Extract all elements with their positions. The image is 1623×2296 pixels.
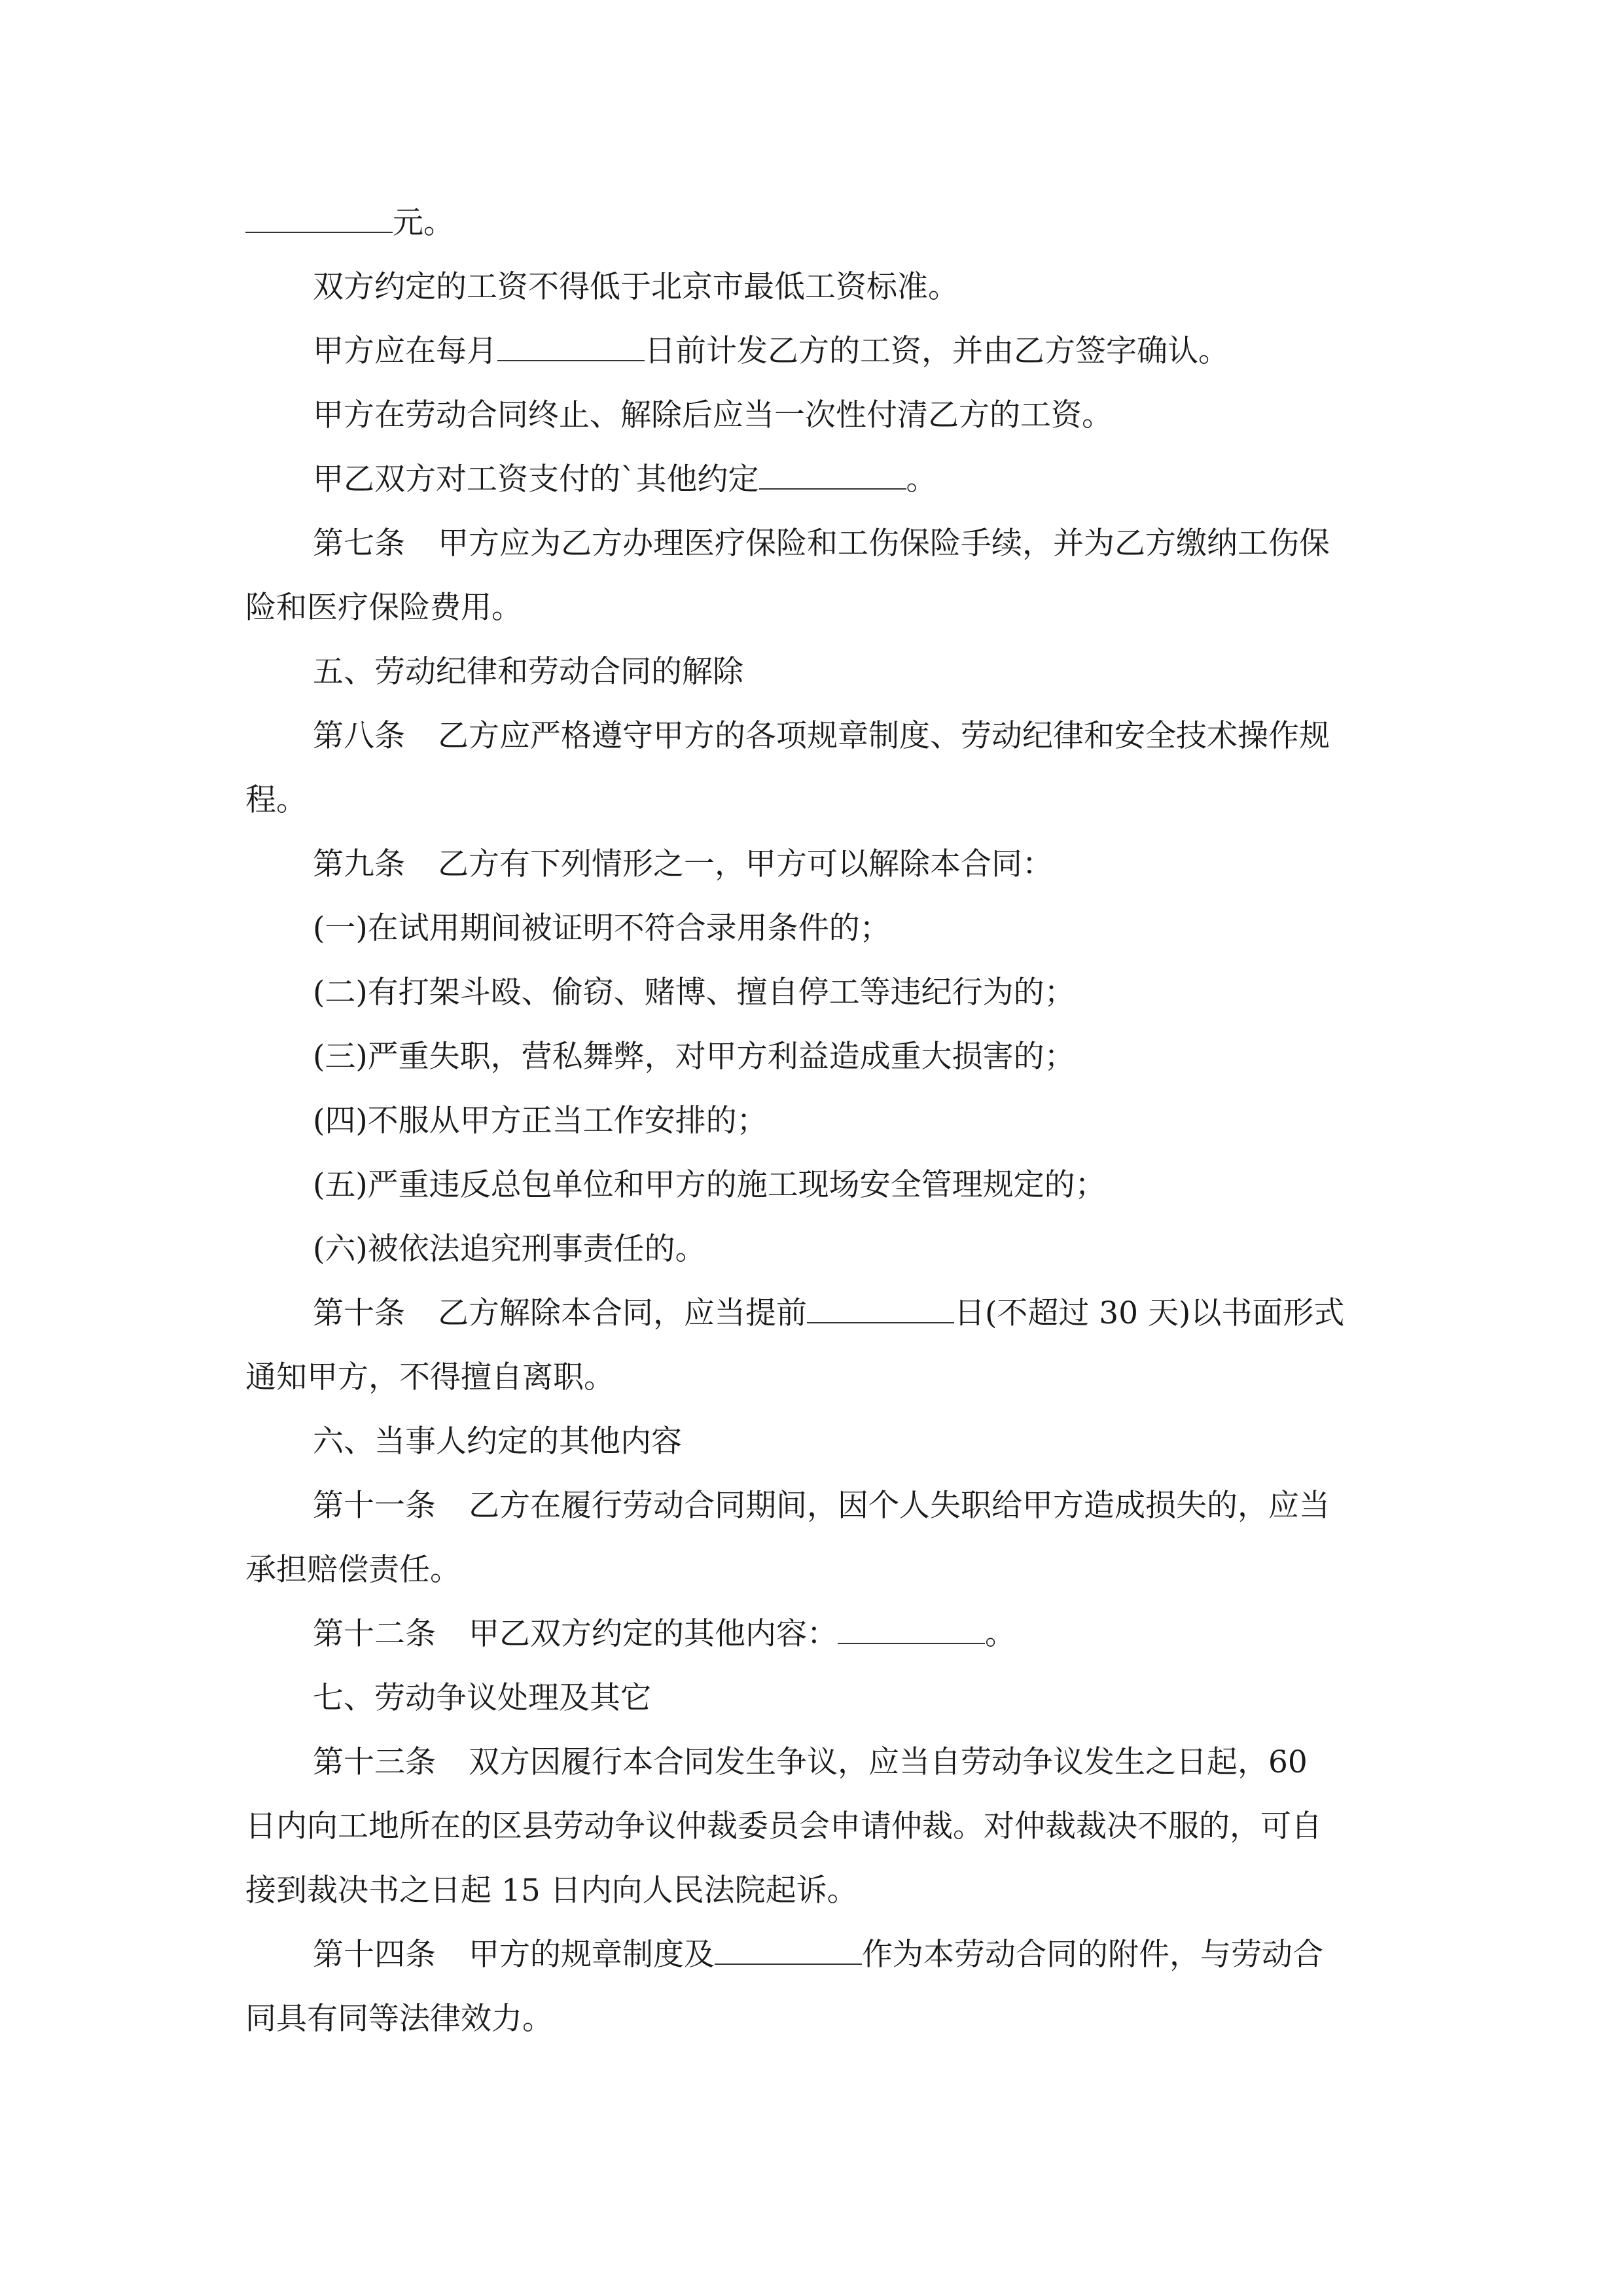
list-item: (三)严重失职，营私舞弊，对甲方利益造成重大损害的； (313, 1039, 1075, 1075)
article-number: 第十一条 (313, 1488, 436, 1524)
text-line: 险和医疗保险费用。 (245, 590, 522, 626)
text-line: 日内向工地所在的区县劳动争议仲裁委员会申请仲裁。对仲裁裁决不服的，可自 (245, 1808, 1322, 1844)
fill-blank (715, 1937, 862, 1965)
text-line: 甲方在劳动合同终止、解除后应当一次性付清乙方的工资。 (313, 397, 1113, 433)
list-item: (二)有打架斗殴、偷窃、赌博、擅自停工等违纪行为的； (313, 975, 1075, 1011)
text-line: 双方约定的工资不得低于北京市最低工资标准。 (313, 269, 959, 305)
fill-blank (838, 1617, 985, 1644)
document-body (245, 191, 1381, 2051)
text-line: 通知甲方，不得擅自离职。 (245, 1359, 615, 1395)
article-number: 第十条 (313, 1295, 405, 1331)
article-14: 第十四条 甲方的规章制度及 作为本劳动合同的附件，与劳动合 (313, 1937, 1323, 1973)
fill-blank (807, 1296, 954, 1323)
text-line: 甲方应在每月 日前计发乙方的工资，并由乙方签字确认。 (313, 333, 1229, 369)
list-item: (四)不服从甲方正当工作安排的； (313, 1103, 768, 1139)
article-10: 第十条 乙方解除本合同，应当提前 日(不超过 30 天)以书面形式 (313, 1295, 1345, 1331)
article-number: 第七条 (313, 526, 405, 562)
article-12: 第十二条 甲乙双方约定的其他内容： 。 (313, 1616, 1016, 1652)
text-line: 承担赔偿责任。 (245, 1552, 461, 1588)
text-line: 程。 (245, 782, 307, 818)
section-heading: 六、当事人约定的其他内容 (313, 1424, 682, 1460)
text-line: 元。 (245, 191, 1381, 255)
section-heading: 五、劳动纪律和劳动合同的解除 (313, 654, 743, 690)
article-number: 第九条 (313, 846, 405, 882)
article-11: 第十一条 乙方在履行劳动合同期间，因个人失职给甲方造成损失的，应当 (313, 1488, 1330, 1524)
article-number: 第十二条 (313, 1616, 436, 1652)
article-8: 第八条 乙方应严格遵守甲方的各项规章制度、劳动纪律和安全技术操作规 (313, 718, 1330, 754)
list-item: (一)在试用期间被证明不符合录用条件的； (313, 910, 891, 946)
article-number: 第八条 (313, 718, 405, 754)
text-line: 甲乙双方对工资支付的`其他约定 。 (313, 461, 937, 497)
article-number: 第十三条 (313, 1744, 436, 1780)
article-9: 第九条 乙方有下列情形之一，甲方可以解除本合同： (313, 846, 1053, 882)
text-line: 同具有同等法律效力。 (245, 2001, 553, 2037)
list-item: (六)被依法追究刑事责任的。 (313, 1231, 706, 1267)
article-number: 第十四条 (313, 1937, 436, 1973)
text-line: 接到裁决书之日起 15 日内向人民法院起诉。 (245, 1873, 858, 1909)
article-7: 第七条 甲方应为乙方办理医疗保险和工伤保险手续，并为乙方缴纳工伤保 (313, 526, 1330, 562)
fill-blank (759, 462, 906, 490)
section-heading: 七、劳动争议处理及其它 (313, 1680, 651, 1716)
article-13: 第十三条 双方因履行本合同发生争议，应当自劳动争议发生之日起，60 (313, 1744, 1308, 1780)
fill-blank (497, 334, 645, 361)
fill-blank (245, 206, 393, 233)
list-item: (五)严重违反总包单位和甲方的施工现场安全管理规定的； (313, 1167, 1106, 1203)
